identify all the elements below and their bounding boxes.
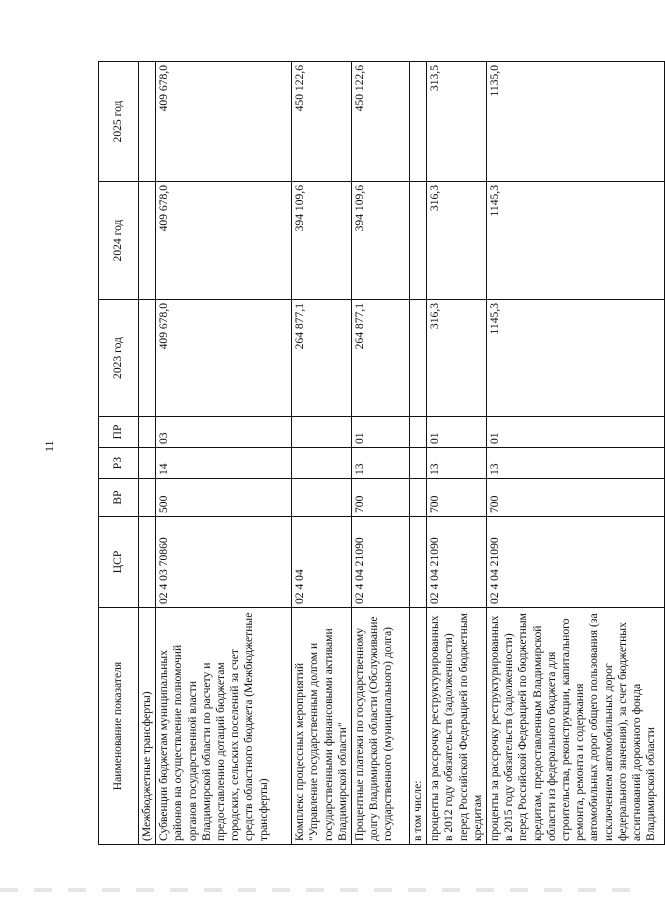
cell-rz bbox=[292, 448, 352, 479]
header-2024: 2024 год bbox=[99, 182, 139, 300]
cell-csr bbox=[139, 517, 156, 608]
header-2023: 2023 год bbox=[99, 300, 139, 417]
cell-2024 bbox=[410, 182, 427, 300]
table-row bbox=[352, 62, 410, 845]
cell-2024: 1145,3 bbox=[487, 182, 665, 300]
cell-pr: 01 bbox=[427, 417, 487, 448]
cell-vr bbox=[410, 479, 427, 517]
cell-name: (Межбюджетные трансферты) bbox=[139, 608, 156, 845]
cell-2025 bbox=[410, 62, 427, 182]
cell-2024: 409 678,0 bbox=[156, 182, 292, 300]
cell-2024: 394 109,6 bbox=[292, 182, 352, 300]
cell-csr: 02 4 03 70860 bbox=[156, 517, 292, 608]
budget-table bbox=[98, 61, 665, 845]
cell-name: Субвенции бюджетам муниципальных районов на осуществление полномочий органов государственной власти Владимирской области по расчету и предоставлению дотаций бюджетам городских, сельских поселений за счет средств областного бюджета (Межбюджетные трансферты) bbox=[156, 608, 292, 845]
scan-artifact bbox=[0, 888, 640, 892]
table-header-row bbox=[99, 62, 139, 845]
cell-2023 bbox=[410, 300, 427, 417]
cell-pr bbox=[410, 417, 427, 448]
table-row bbox=[139, 62, 156, 845]
cell-csr: 02 4 04 bbox=[292, 517, 352, 608]
header-csr: ЦСР bbox=[99, 517, 139, 608]
page-number: 11 bbox=[42, 440, 56, 452]
cell-csr: 02 4 04 21090 bbox=[427, 517, 487, 608]
cell-2025: 313,5 bbox=[427, 62, 487, 182]
table-row bbox=[410, 62, 427, 845]
cell-2024: 394 109,6 bbox=[352, 182, 410, 300]
cell-2023: 409 678,0 bbox=[156, 300, 292, 417]
cell-name: Комплекс процессных мероприятий "Управление государственным долгом и государственными финансовыми активами Владимирской области" bbox=[292, 608, 352, 845]
table-row bbox=[292, 62, 352, 845]
cell-2025: 1135,0 bbox=[487, 62, 665, 182]
cell-2023: 316,3 bbox=[427, 300, 487, 417]
header-2025: 2025 год bbox=[99, 62, 139, 182]
cell-2025 bbox=[139, 62, 156, 182]
cell-rz: 13 bbox=[352, 448, 410, 479]
cell-csr: 02 4 04 21090 bbox=[487, 517, 665, 608]
cell-vr: 700 bbox=[487, 479, 665, 517]
cell-name: в том числе: bbox=[410, 608, 427, 845]
cell-2025: 450 122,6 bbox=[352, 62, 410, 182]
cell-2023 bbox=[139, 300, 156, 417]
table-row bbox=[427, 62, 487, 845]
cell-pr bbox=[139, 417, 156, 448]
cell-rz: 13 bbox=[487, 448, 665, 479]
cell-2024 bbox=[139, 182, 156, 300]
cell-2023: 1145,3 bbox=[487, 300, 665, 417]
cell-2024: 316,3 bbox=[427, 182, 487, 300]
cell-name: Процентные платежи по государственному долгу Владимирской области (Обслуживание государственного (муниципального) долга) bbox=[352, 608, 410, 845]
rotated-table-container bbox=[98, 62, 658, 845]
cell-vr bbox=[292, 479, 352, 517]
cell-rz bbox=[410, 448, 427, 479]
cell-name: проценты за рассрочку реструктурированных в 2012 году обязательств (задолженности) перед Российской Федерацией по бюджетным кредитам bbox=[427, 608, 487, 845]
table-row bbox=[487, 62, 665, 845]
header-vr: ВР bbox=[99, 479, 139, 517]
cell-vr: 700 bbox=[427, 479, 487, 517]
cell-csr bbox=[410, 517, 427, 608]
cell-2023: 264 877,1 bbox=[352, 300, 410, 417]
cell-pr: 03 bbox=[156, 417, 292, 448]
cell-pr: 01 bbox=[352, 417, 410, 448]
cell-rz: 14 bbox=[156, 448, 292, 479]
cell-name: проценты за рассрочку реструктурированных в 2015 году обязательств (задолженности) перед Российской Федерацией по бюджетным кредитам, предоставленным Владимирской области из федерального бюджета для строительства, реконструкции, капитального ремонта, ремонта и содержания автомобильных дорог общего пользования (за исключением автомобильных дорог федерального значения), за счет бюджетных ассигнований дорожного фонда Владимирской области bbox=[487, 608, 665, 845]
header-pr: ПР bbox=[99, 417, 139, 448]
cell-vr bbox=[139, 479, 156, 517]
cell-rz: 13 bbox=[427, 448, 487, 479]
cell-2023: 264 877,1 bbox=[292, 300, 352, 417]
header-name: Наименование показателя bbox=[99, 608, 139, 845]
table-row bbox=[156, 62, 292, 845]
cell-vr: 700 bbox=[352, 479, 410, 517]
cell-2025: 450 122,6 bbox=[292, 62, 352, 182]
header-rz: РЗ bbox=[99, 448, 139, 479]
cell-2025: 409 678,0 bbox=[156, 62, 292, 182]
cell-rz bbox=[139, 448, 156, 479]
cell-vr: 500 bbox=[156, 479, 292, 517]
cell-pr: 01 bbox=[487, 417, 665, 448]
cell-pr bbox=[292, 417, 352, 448]
cell-csr: 02 4 04 21090 bbox=[352, 517, 410, 608]
